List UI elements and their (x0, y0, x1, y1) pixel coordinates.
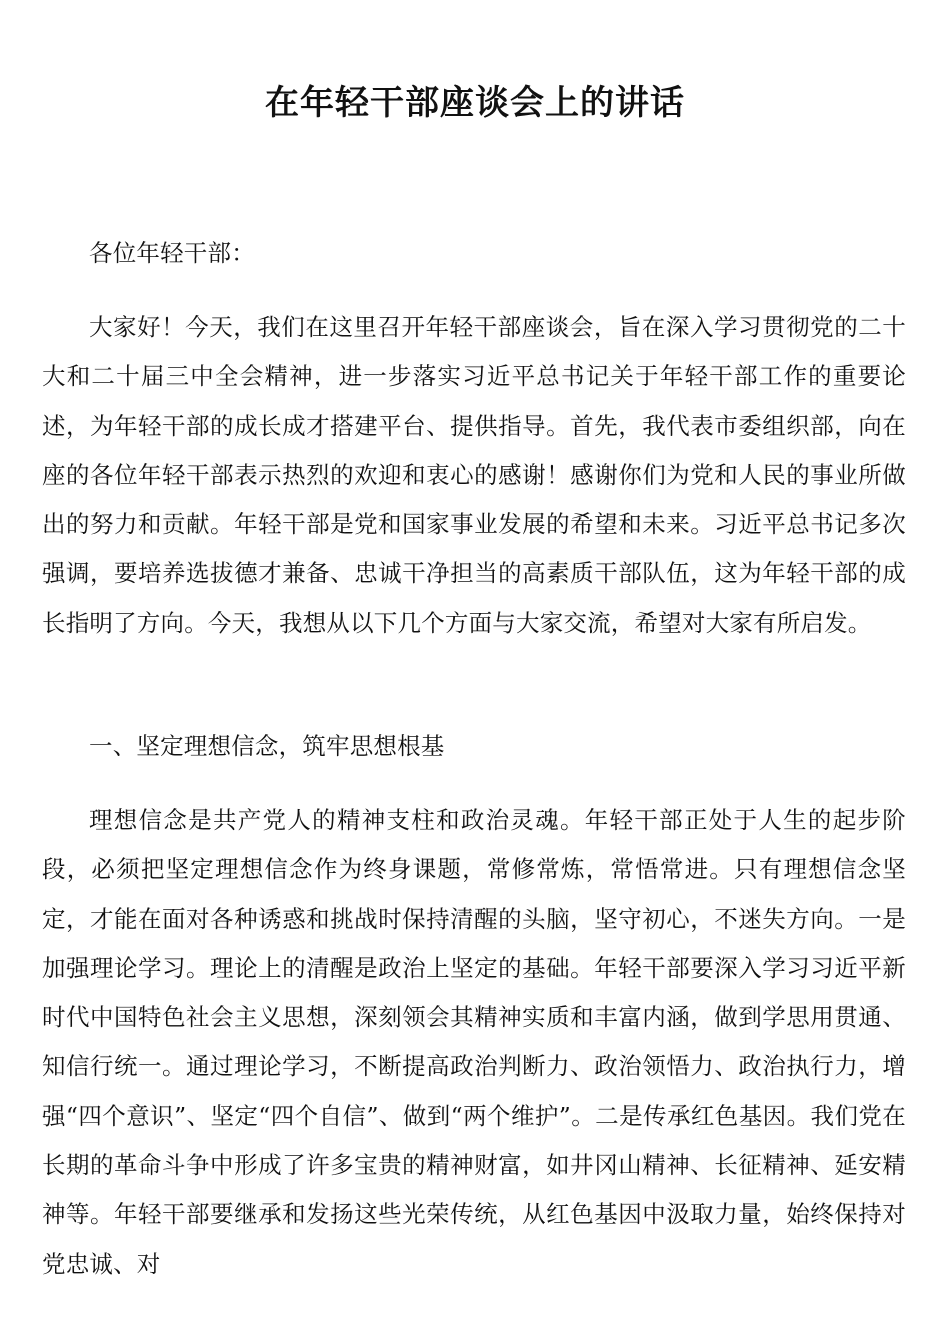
paragraph-opening: 大家好！今天，我们在这里召开年轻干部座谈会，旨在深入学习贯彻党的二十大和二十届三中全会精神，进一步落实习近平总书记关于年轻干部工作的重要论述，为年轻干部的成长成才搭建平台、提供指导。首先，我代表市委组织部，向在座的各位年轻干部表示热烈的欢迎和衷心的感谢！感谢你们为党和人民的事业所做出的努力和贡献。年轻干部是党和国家事业发展的希望和未来。习近平总书记多次强调，要培养选拔德才兼备、忠诚干净担当的高素质干部队伍，这为年轻干部的成长指明了方向。今天，我想从以下几个方面与大家交流，希望对大家有所启发。 (42, 313, 906, 637)
document-title: 在年轻干部座谈会上的讲话 (265, 83, 685, 123)
salutation: 各位年轻干部： (89, 239, 255, 267)
section-heading-1: 一、坚定理想信念，筑牢思想根基 (89, 732, 445, 760)
paragraph-section-1: 理想信念是共产党人的精神支柱和政治灵魂。年轻干部正处于人生的起步阶段，必须把坚定理想信念作为终身课题，常修常炼，常悟常进。只有理想信念坚定，才能在面对各种诱惑和挑战时保持清醒的头脑，坚守初心，不迷失方向。一是加强理论学习。理论上的清醒是政治上坚定的基础。年轻干部要深入学习习近平新时代中国特色社会主义思想，深刻领会其精神实质和丰富内涵，做到学思用贯通、知信行统一。通过理论学习，不断提高政治判断力、政治领悟力、政治执行力，增强“四个意识”、坚定“四个自信”、做到“两个维护”。二是传承红色基因。我们党在长期的革命斗争中形成了许多宝贵的精神财富，如井冈山精神、长征精神、延安精神等。年轻干部要继承和发扬这些光荣传统，从红色基因中汲取力量，始终保持对党忠诚、对 (42, 806, 906, 1278)
